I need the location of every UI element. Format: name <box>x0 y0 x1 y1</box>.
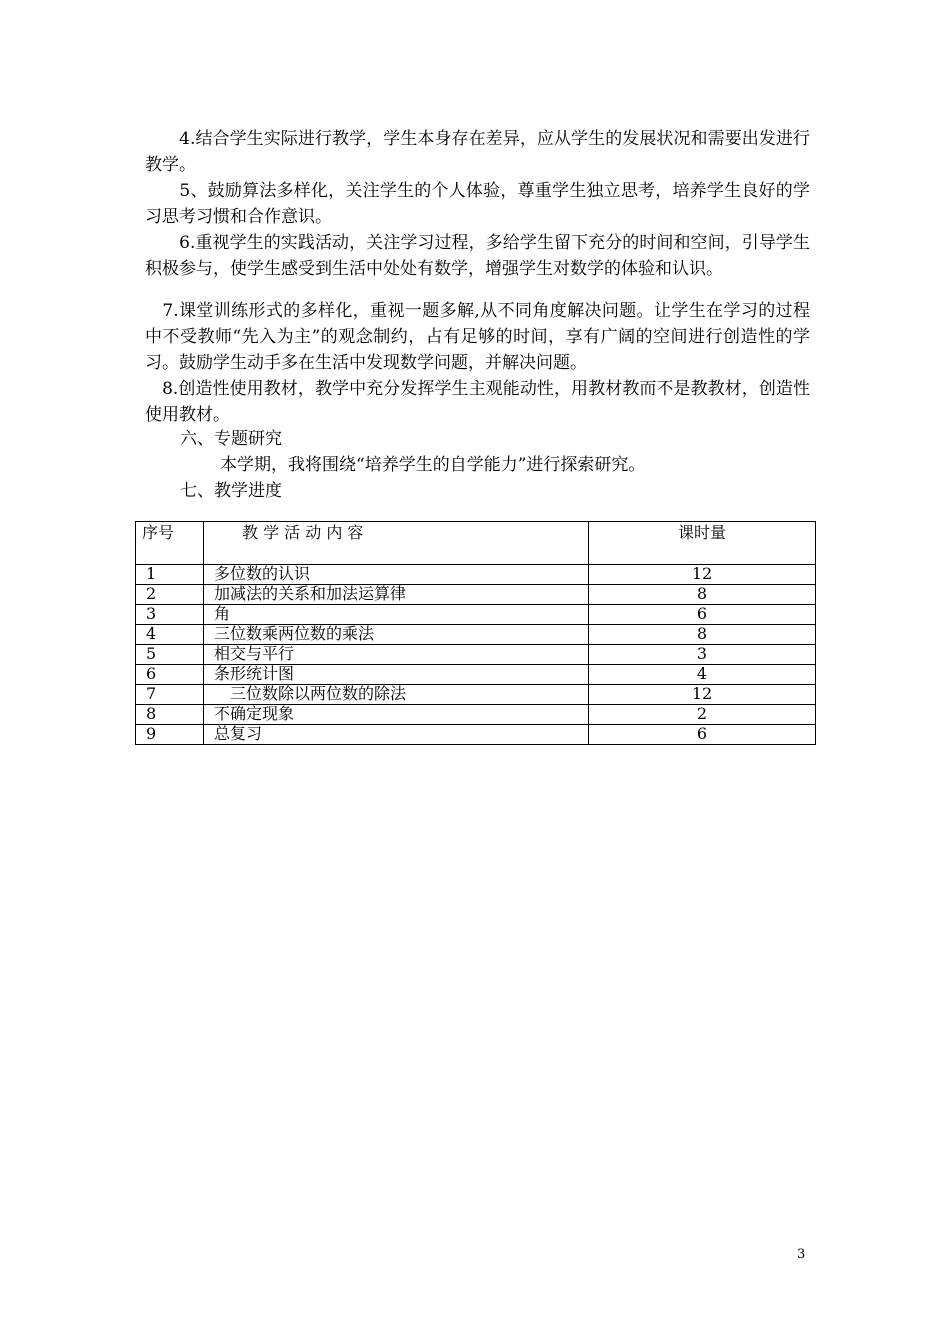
row-hours: 3 <box>589 645 816 665</box>
section-6-heading: 六、专题研究 <box>180 429 282 449</box>
row-seq: 9 <box>136 725 204 745</box>
row-hours: 4 <box>589 665 816 685</box>
row-seq: 7 <box>136 685 204 705</box>
row-seq: 4 <box>136 625 204 645</box>
section-7-heading: 七、教学进度 <box>180 481 282 501</box>
row-hours: 6 <box>589 725 816 745</box>
section-6-text: 本学期，我将围绕“培养学生的自学能力”进行探索研究。 <box>220 455 646 475</box>
table-row <box>136 665 816 685</box>
teaching-schedule-table <box>135 521 816 745</box>
row-content: 总复习 <box>204 725 589 745</box>
table-row <box>136 565 816 585</box>
row-seq: 1 <box>136 565 204 585</box>
table-row <box>136 685 816 705</box>
page-number: 3 <box>797 1247 806 1262</box>
row-hours: 6 <box>589 605 816 625</box>
row-seq: 8 <box>136 705 204 725</box>
paragraph-5: 5、鼓励算法多样化，关注学生的个人体验，尊重学生独立思考，培养学生良好的学习思考习惯和合作意识。 <box>145 181 810 227</box>
paragraph-8: 8.创造性使用教材，教学中充分发挥学生主观能动性，用教材教而不是教教材，创造性使用教材。 <box>145 379 810 425</box>
row-seq: 3 <box>136 605 204 625</box>
paragraph-4: 4.结合学生实际进行教学，学生本身存在差异，应从学生的发展状况和需要出发进行教学。 <box>145 129 810 175</box>
row-hours: 8 <box>589 585 816 605</box>
row-hours: 12 <box>589 565 816 585</box>
paragraph-7: 7.课堂训练形式的多样化，重视一题多解,从不同角度解决问题。让学生在学习的过程中不受教师“先入为主”的观念制约，占有足够的时间，享有广阔的空间进行创造性的学习。鼓励学生动手多在生活中发现数学问题，并解决问题。 <box>145 301 810 373</box>
row-hours: 12 <box>589 685 816 705</box>
row-content: 多位数的认识 <box>204 565 589 585</box>
header-seq: 序号 <box>136 522 204 565</box>
table-header-row <box>136 522 816 565</box>
row-seq: 6 <box>136 665 204 685</box>
row-hours: 2 <box>589 705 816 725</box>
header-hours: 课时量 <box>589 522 816 565</box>
row-content: 相交与平行 <box>204 645 589 665</box>
row-seq: 2 <box>136 585 204 605</box>
row-content: 加减法的关系和加法运算律 <box>204 585 589 605</box>
row-content: 三位数乘两位数的乘法 <box>204 625 589 645</box>
table-row <box>136 625 816 645</box>
row-content: 条形统计图 <box>204 665 589 685</box>
row-content: 角 <box>204 605 589 625</box>
row-content: 三位数除以两位数的除法 <box>204 685 589 705</box>
table-row <box>136 645 816 665</box>
header-content: 教 学 活 动 内 容 <box>204 522 589 565</box>
row-hours: 8 <box>589 625 816 645</box>
row-content: 不确定现象 <box>204 705 589 725</box>
table-row <box>136 605 816 625</box>
table-row <box>136 705 816 725</box>
table-row <box>136 725 816 745</box>
row-seq: 5 <box>136 645 204 665</box>
paragraph-6: 6.重视学生的实践活动，关注学习过程，多给学生留下充分的时间和空间，引导学生积极参与，使学生感受到生活中处处有数学，增强学生对数学的体验和认识。 <box>145 233 810 279</box>
table-row <box>136 585 816 605</box>
